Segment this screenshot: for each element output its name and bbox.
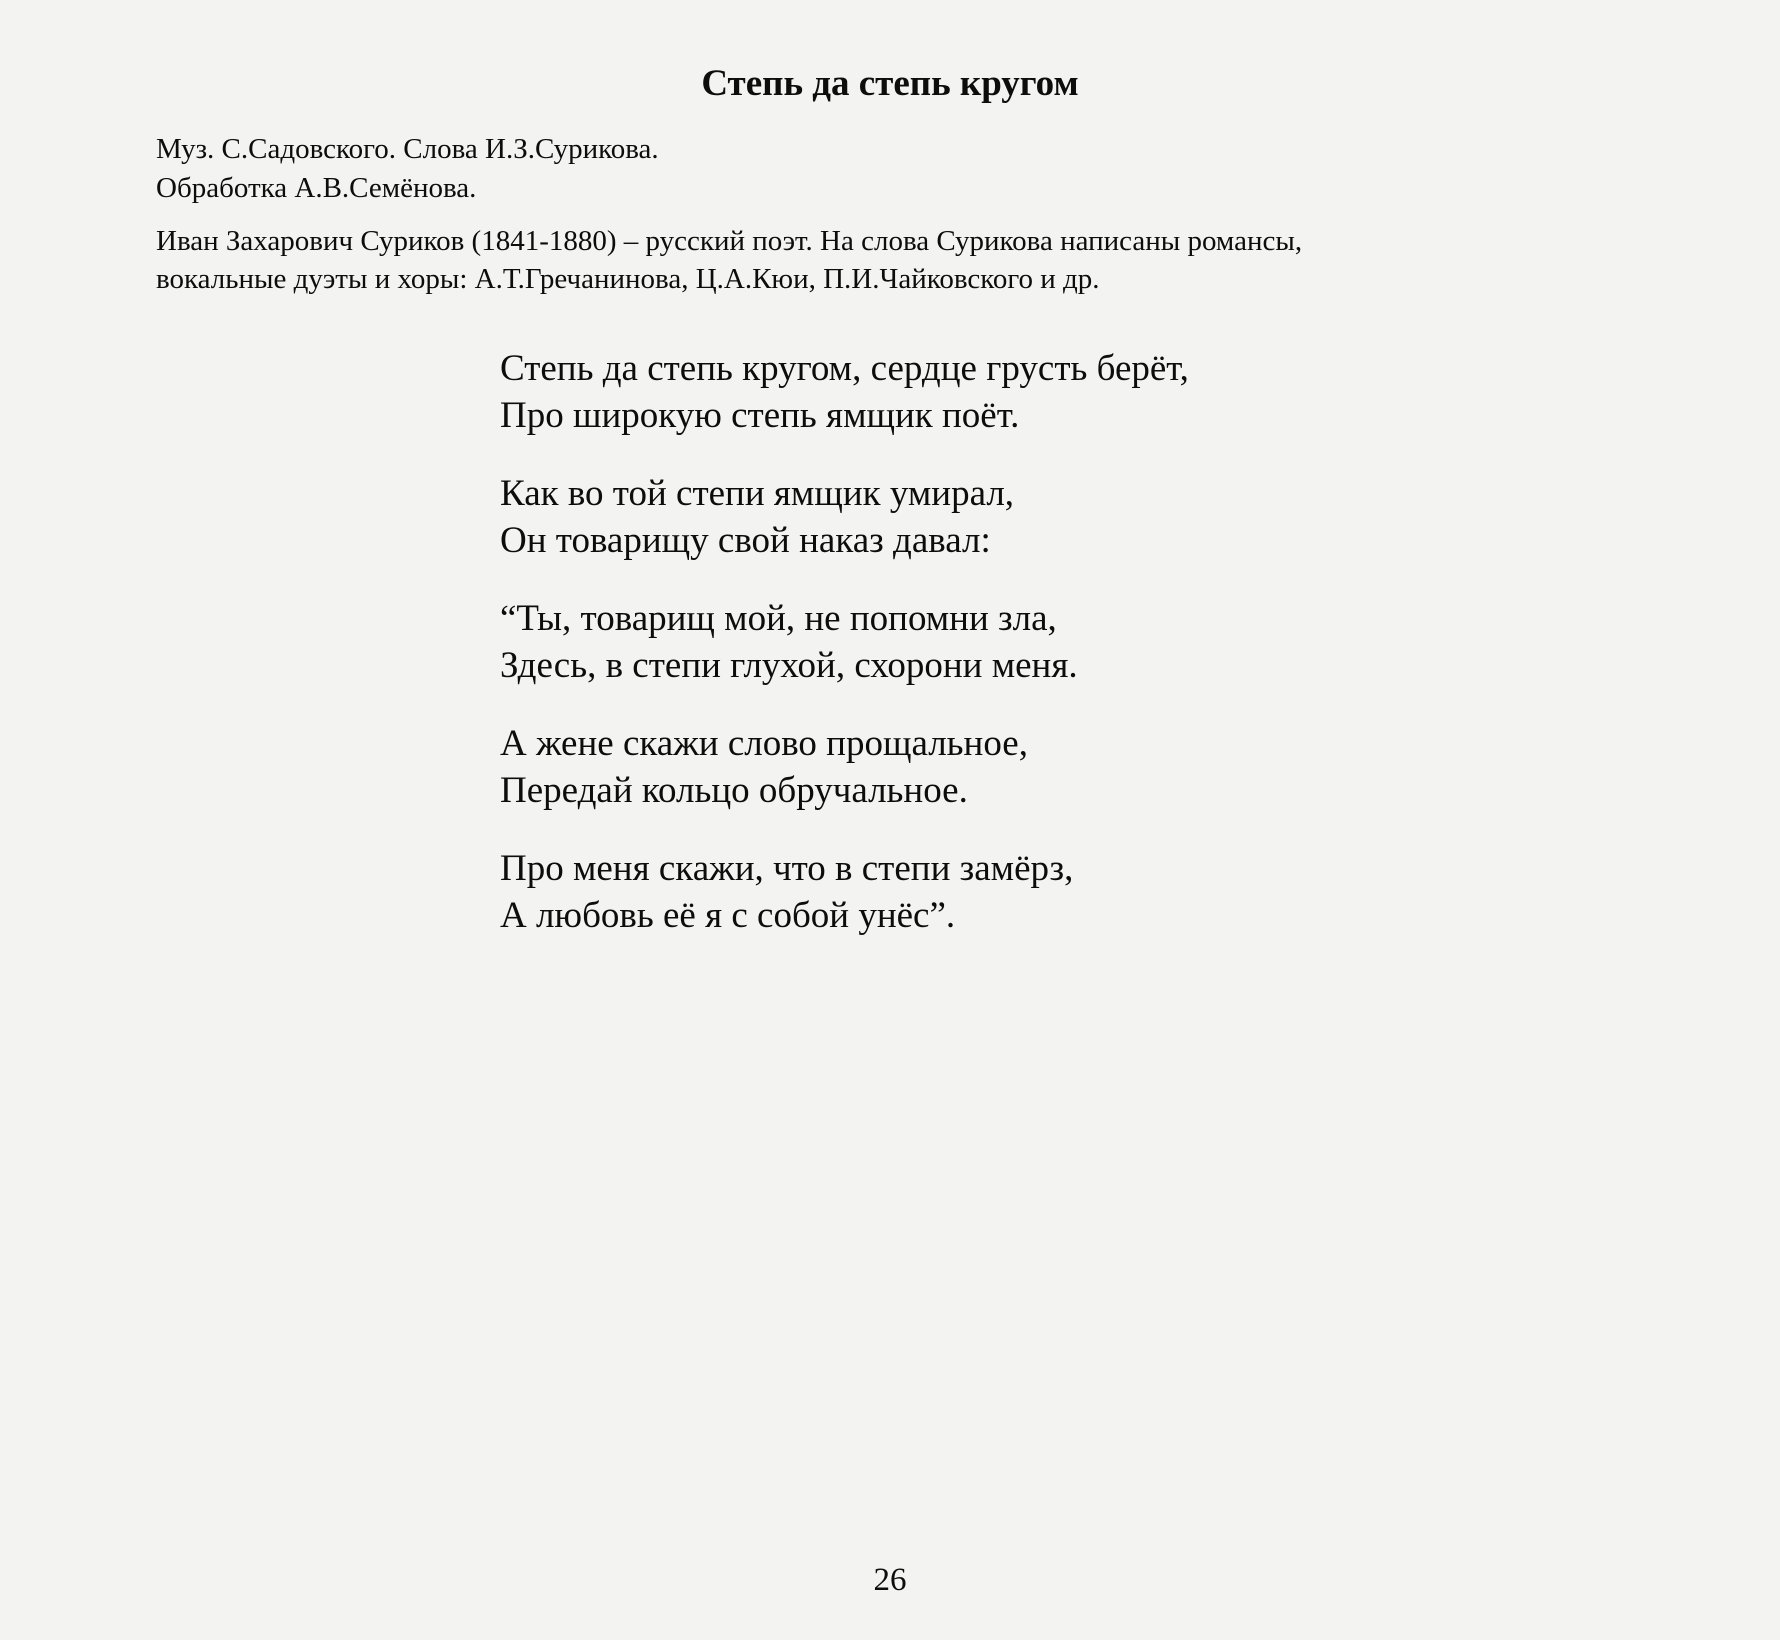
lyric-line: Про широкую степь ямщик поёт. (500, 395, 1020, 436)
lyric-line: Про меня скажи, что в степи замёрз, (500, 848, 1074, 889)
lyric-line: А любовь её я с собой унёс”. (500, 895, 956, 936)
credits-line-composer-lyricist: Муз. С.Садовского. Слова И.З.Сурикова. (156, 133, 659, 165)
lyric-line: Он товарищу свой наказ давал: (500, 520, 991, 561)
bio-line-1: Иван Захарович Суриков (1841-1880) – русский поэт. На слова Сурикова написаны романсы, (156, 225, 1303, 257)
lyric-line: Степь да степь кругом, сердце грусть берёт, (500, 348, 1189, 389)
stanza-1 (500, 345, 1189, 439)
stanza-3 (500, 595, 1189, 689)
song-credits (156, 130, 659, 208)
stanza-5 (500, 845, 1189, 939)
song-lyrics (500, 345, 1189, 970)
lyric-line: Как во той степи ямщик умирал, (500, 473, 1015, 514)
page-number: 26 (873, 1562, 907, 1598)
credits-line-arrangement: Обработка А.В.Семёнова. (156, 172, 477, 204)
lyric-line: Передай кольцо обручальное. (500, 770, 968, 811)
lyric-line: А жене скажи слово прощальное, (500, 723, 1028, 764)
stanza-2 (500, 470, 1189, 564)
poet-biography (156, 222, 1596, 298)
bio-line-2: вокальные дуэты и хоры: А.Т.Гречанинова, Ц.А.Кюи, П.И.Чайковского и др. (156, 263, 1100, 295)
lyric-line: “Ты, товарищ мой, не попомни зла, (500, 598, 1057, 639)
lyric-line: Здесь, в степи глухой, схорони меня. (500, 645, 1078, 686)
stanza-4 (500, 720, 1189, 814)
song-title: Степь да степь кругом (701, 63, 1079, 104)
